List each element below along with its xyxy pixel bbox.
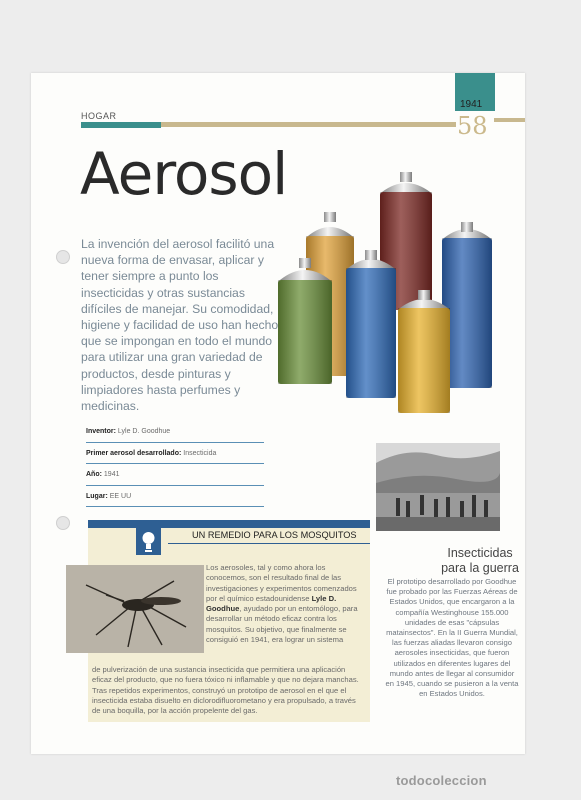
lead-paragraph: La invención del aerosol facilitó una nueva forma de envasar, aplicar y tener siempre a punto los insecticidas y otras sustancias difíciles de manejar. Su comodidad, higiene y facilidad de uso han hecho que se impongan en todo el mundo para utilizar una gran variedad de productos, desde pinturas y limpiadores hasta perfumes y medicinas. bbox=[81, 237, 279, 414]
fact-label: Lugar: bbox=[86, 492, 108, 500]
header-year: 1941 bbox=[460, 99, 483, 110]
info-box-text-continued: de pulverización de una sustancia insecticida que permitiera una aplicación eficaz del producto, que no fuera tóxico ni inflamable y que no dejara manchas. Tras repetidos experimentos, construyó un prototipo de aerosol en el que el insecticida estaba disuelto en diclorodifluorometano y era propulsado, a través de una boquilla, por la acción propelente del gas. bbox=[92, 665, 359, 716]
aerosol-cans-illustration bbox=[270, 168, 500, 418]
header-rule-tan bbox=[161, 122, 456, 127]
watermark: todocoleccion bbox=[396, 773, 487, 788]
header-rule-tan-right bbox=[494, 118, 525, 122]
can-blue-middle bbox=[346, 250, 396, 398]
fact-value: Insecticida bbox=[183, 449, 217, 457]
binder-hole bbox=[56, 250, 70, 264]
fact-label: Año: bbox=[86, 471, 102, 478]
info-box-top-rule bbox=[88, 520, 370, 528]
binder-hole bbox=[56, 516, 70, 530]
can-yellow bbox=[398, 290, 450, 413]
section-label: HOGAR bbox=[81, 111, 117, 121]
header-rule-teal bbox=[81, 122, 161, 128]
sidebar-title: Insecticidas para la guerra bbox=[441, 546, 519, 575]
info-box-title: UN REMEDIO PARA LOS MOSQUITOS bbox=[192, 530, 357, 540]
facts-table bbox=[86, 421, 264, 507]
fact-row bbox=[86, 443, 264, 465]
fact-value: EE UU bbox=[109, 492, 132, 500]
mosquito-photo bbox=[66, 565, 204, 653]
fact-row bbox=[86, 421, 264, 443]
page-title: Aerosol bbox=[80, 140, 288, 208]
page-number: 58 bbox=[457, 112, 488, 140]
fact-row bbox=[86, 486, 264, 508]
fact-value: Lyle D. Goodhue bbox=[117, 428, 171, 435]
fact-label: Inventor: bbox=[86, 428, 116, 435]
can-green bbox=[278, 258, 332, 384]
soldiers-photo bbox=[376, 443, 500, 531]
fact-label: Primer aerosol desarrollado: bbox=[86, 449, 182, 457]
info-box-title-rule bbox=[168, 543, 370, 544]
fact-row bbox=[86, 464, 264, 486]
fact-value: 1941 bbox=[103, 471, 120, 478]
sidebar-text: El prototipo desarrollado por Goodhue fue probado por las Fuerzas Aéreas de Estados Unidos, que encargaron a la compañía Westinghouse 155.000 unidades de esas "cápsulas matainsectos". En la II Guerra Mundial, las fuerzas aliadas llevaron consigo aerosoles insecticidas, que fueron utilizados en diferentes lugares del mundo antes de llegar al consumidor en 1945, cuando se pusieron a la venta en Estados Unidos. bbox=[385, 577, 519, 699]
lightbulb-icon bbox=[136, 527, 161, 555]
info-box-text: Los aerosoles, tal y como ahora los conocemos, son el resultado final de las investigaciones y experimentos comenzados por el químico estadounidense Lyle D. Goodhue, ayudado por un entomólogo, para desarrollar un método eficaz contra los mosquitos. Su objetivo, que finalmente se consiguió en 1941, era lograr un sistema bbox=[206, 563, 358, 645]
